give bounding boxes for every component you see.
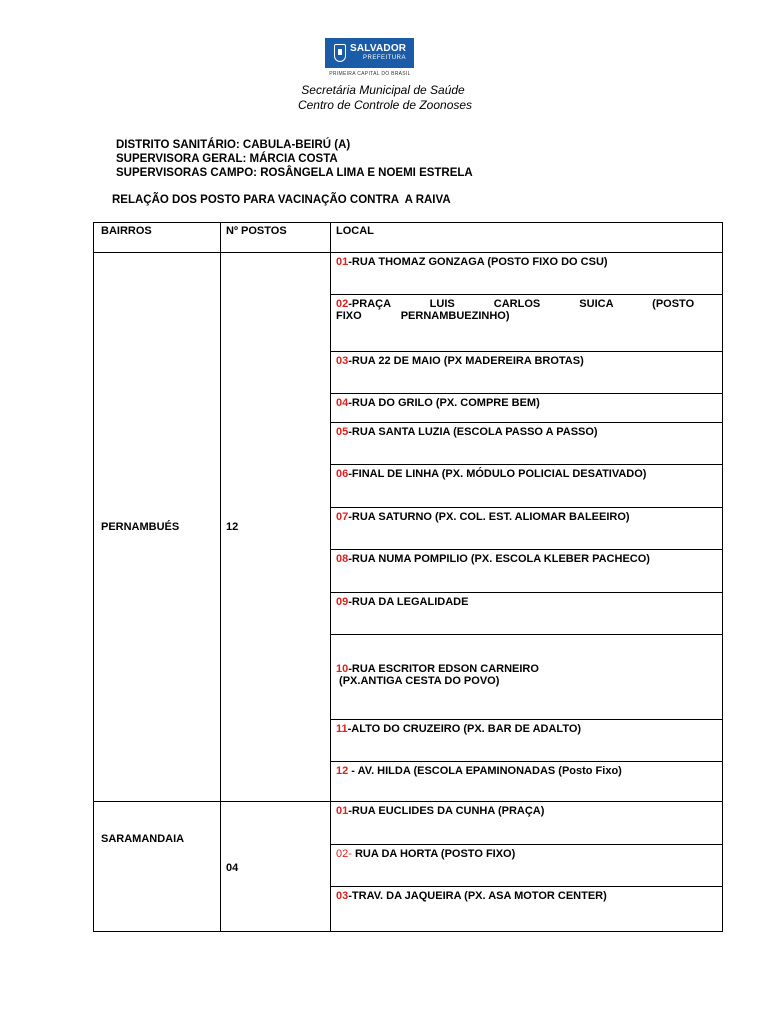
post-number: 11 — [336, 723, 348, 735]
post-number: 03 — [336, 890, 349, 902]
post-number: 07 — [336, 511, 349, 523]
post-text: RUA DA HORTA (POSTO FIXO) — [351, 848, 516, 860]
post-number: 05 — [336, 426, 349, 438]
local-cell — [331, 802, 723, 845]
local-cell — [331, 295, 723, 352]
local-cell — [331, 593, 723, 635]
local-cell — [331, 720, 723, 762]
salvador-logo — [322, 38, 418, 80]
local-cell — [331, 394, 723, 423]
supervisora-geral: SUPERVISORA GERAL: MÁRCIA COSTA — [116, 153, 338, 165]
post-number: 02- — [336, 848, 352, 860]
post-number: 12 — [336, 765, 349, 777]
local-cell — [331, 762, 723, 802]
header-secretaria: Secretária Municipal de Saúde — [301, 83, 465, 97]
supervisoras-campo: SUPERVISORAS CAMPO: ROSÂNGELA LIMA E NOEMI ESTRELA — [116, 167, 473, 179]
post-text: -RUA THOMAZ GONZAGA (POSTO FIXO DO CSU) — [348, 256, 608, 268]
postos-label: 04 — [226, 862, 239, 874]
post-text: - AV. HILDA (ESCOLA EPAMINONADAS (Posto Fixo) — [348, 765, 622, 777]
header-bairros: BAIRROS — [94, 223, 221, 253]
post-number: 01 — [336, 256, 349, 268]
local-cell — [331, 508, 723, 550]
post-text-line2: (PX.ANTIGA CESTA DO POVO) — [336, 675, 500, 687]
post-text: -RUA 22 DE MAIO (PX MADEREIRA BROTAS) — [348, 355, 584, 367]
post-number: 06 — [336, 468, 349, 480]
post-text: -PRAÇA LUIS CARLOS SUICA (POSTO FIXO PERNAMBUEZINHO) — [336, 298, 695, 322]
logo-name: SALVADOR — [350, 43, 407, 54]
post-text: -RUA SATURNO (PX. COL. EST. ALIOMAR BALEEIRO) — [348, 511, 630, 523]
bairro-cell — [94, 802, 221, 932]
vaccination-posts-table — [93, 222, 723, 932]
post-text: -ALTO DO CRUZEIRO (PX. BAR DE ADALTO) — [347, 723, 582, 735]
local-cell — [331, 352, 723, 394]
post-text: -FINAL DE LINHA (PX. MÓDULO POLICIAL DESATIVADO) — [348, 468, 647, 480]
header-postos: Nº POSTOS — [221, 223, 331, 253]
post-number: 02 — [336, 298, 349, 310]
local-cell — [331, 253, 723, 295]
post-text: -RUA ESCRITOR EDSON CARNEIRO — [348, 663, 539, 675]
table-header-row — [94, 223, 723, 253]
local-cell — [331, 465, 723, 508]
post-text: -RUA DA LEGALIDADE — [348, 596, 469, 608]
header-local: LOCAL — [331, 223, 723, 253]
local-cell — [331, 550, 723, 593]
bairro-cell: PERNAMBUÉS — [94, 253, 221, 802]
post-number: 04 — [336, 397, 349, 409]
post-number: 08 — [336, 553, 349, 565]
header-centro: Centro de Controle de Zoonoses — [297, 98, 473, 112]
local-cell — [331, 887, 723, 932]
local-cell — [331, 635, 723, 720]
local-cell — [331, 845, 723, 887]
bairro-label: SARAMANDAIA — [101, 833, 185, 845]
post-text: -RUA NUMA POMPILIO (PX. ESCOLA KLEBER PACHECO) — [348, 553, 650, 565]
post-text: -RUA EUCLIDES DA CUNHA (PRAÇA) — [348, 805, 545, 817]
relacao-title: RELAÇÃO DOS POSTO PARA VACINAÇÃO CONTRA A RAIVA — [112, 194, 451, 206]
table-row — [94, 802, 723, 845]
post-text: -RUA DO GRILO (PX. COMPRE BEM) — [348, 397, 540, 409]
postos-cell — [221, 802, 331, 932]
post-number: 03 — [336, 355, 349, 367]
logo-sub: PREFEITURA — [363, 55, 407, 61]
logo-banner — [325, 38, 414, 68]
local-cell — [331, 423, 723, 465]
table-row — [94, 253, 723, 295]
coat-of-arms-icon — [334, 44, 346, 62]
post-number: 01 — [336, 805, 349, 817]
post-text: -TRAV. DA JAQUEIRA (PX. ASA MOTOR CENTER) — [348, 890, 607, 902]
post-number: 10 — [336, 663, 349, 675]
post-text: -RUA SANTA LUZIA (ESCOLA PASSO A PASSO) — [348, 426, 598, 438]
postos-cell: 12 — [221, 253, 331, 802]
logo-tagline: PRIMEIRA CAPITAL DO BRASIL — [329, 71, 411, 77]
distrito-sanitario: DISTRITO SANITÁRIO: CABULA-BEIRÚ (A) — [116, 139, 351, 151]
post-number: 09 — [336, 596, 349, 608]
